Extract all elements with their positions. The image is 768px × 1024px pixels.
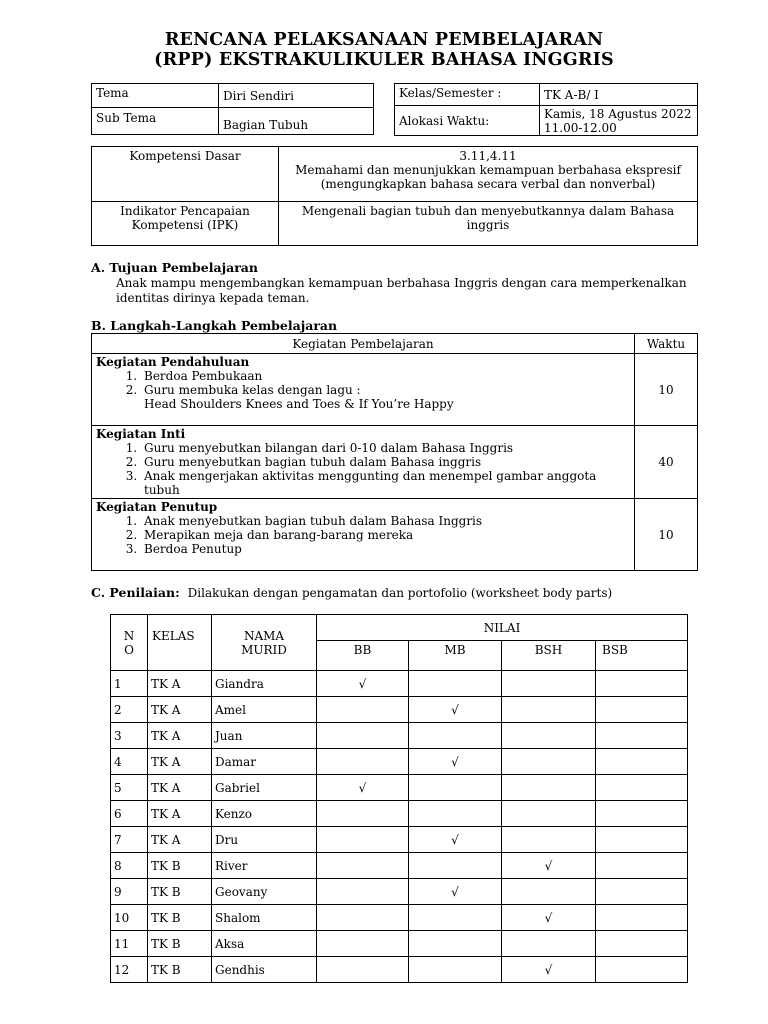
section-a-line2: identitas dirinya kepada teman. (116, 291, 310, 305)
row-kelas: TK A (148, 723, 212, 749)
penutup-time: 10 (635, 499, 698, 571)
row-bb-cell (317, 671, 409, 697)
row-bsb-cell (596, 775, 688, 801)
table-row (111, 853, 688, 879)
table-row (111, 905, 688, 931)
activities-table (91, 333, 698, 571)
tema-label: Tema (92, 84, 219, 108)
kd-code: 3.11,4.11 (459, 149, 517, 163)
table-row (111, 801, 688, 827)
pendahuluan-title: Kegiatan Pendahuluan (96, 355, 250, 369)
row-mb-cell (409, 853, 502, 879)
row-mb-cell (409, 931, 502, 957)
info-table-left (91, 83, 374, 135)
check-mark-icon: √ (451, 754, 459, 769)
pendahuluan-item-2: 2. Guru membuka kelas dengan lagu : (141, 383, 630, 397)
check-mark-icon: √ (544, 858, 553, 873)
table-row (111, 697, 688, 723)
kd-label: Kompetensi Dasar (92, 147, 279, 202)
inti-item-3: 3. Anak mengerjakan aktivitas menggunting dan menempel gambar anggota tubuh (141, 469, 630, 497)
tema-value: Diri Sendiri (219, 84, 374, 108)
row-bsh-cell (502, 879, 596, 905)
pendahuluan-item-2-songs: Head Shoulders Knees and Toes & If You’re Happy (144, 397, 454, 411)
row-no: 6 (111, 801, 148, 827)
row-nama: Dru (212, 827, 317, 853)
ipk-label-line2: Kompetensi (IPK) (131, 218, 239, 232)
row-kelas: TK A (148, 827, 212, 853)
col-nama-line2: MURID (241, 643, 287, 657)
row-bsb-cell (596, 801, 688, 827)
activities-header: Kegiatan Pembelajaran (92, 334, 635, 354)
row-bsb-cell (596, 853, 688, 879)
table-row (111, 957, 688, 983)
activity-row-pendahuluan (92, 354, 698, 426)
row-bb-cell (317, 879, 409, 905)
row-kelas: TK A (148, 749, 212, 775)
row-no: 7 (111, 827, 148, 853)
row-mb-cell (409, 697, 502, 723)
row-no: 10 (111, 905, 148, 931)
row-bsh-cell (502, 853, 596, 879)
row-bb-cell (317, 697, 409, 723)
row-kelas: TK A (148, 697, 212, 723)
kelas-value: TK A-B/ I (540, 84, 698, 106)
row-nama: River (212, 853, 317, 879)
document-title-line2: (RPP) EKSTRAKULIKULER BAHASA INGGRIS (154, 50, 614, 70)
table-row (111, 931, 688, 957)
ipk-description-line2: inggris (466, 218, 510, 232)
row-kelas: TK A (148, 671, 212, 697)
row-no: 9 (111, 879, 148, 905)
pendahuluan-time: 10 (635, 354, 698, 426)
row-bsb-cell (596, 749, 688, 775)
row-bsb-cell (596, 879, 688, 905)
activity-row-penutup (92, 499, 698, 571)
penutup-item-3: 3. Berdoa Penutup (141, 542, 630, 556)
row-nama: Kenzo (212, 801, 317, 827)
row-bsh-cell (502, 749, 596, 775)
check-mark-icon: √ (451, 884, 459, 899)
row-bsh-cell (502, 957, 596, 983)
section-a-paragraph (116, 276, 716, 306)
penutup-title: Kegiatan Penutup (96, 500, 218, 514)
row-no: 1 (111, 671, 148, 697)
row-mb-cell (409, 671, 502, 697)
row-bb-cell (317, 723, 409, 749)
row-bsh-cell (502, 931, 596, 957)
activity-row-inti (92, 426, 698, 499)
section-b-heading: B. Langkah-Langkah Pembelajaran (91, 318, 338, 333)
row-nama: Gabriel (212, 775, 317, 801)
kd-description-line1: Memahami dan menunjukkan kemampuan berbahasa ekspresif (295, 163, 681, 177)
section-c (91, 585, 612, 600)
row-bsh-cell (502, 697, 596, 723)
row-nama: Damar (212, 749, 317, 775)
subtema-label: Sub Tema (92, 108, 219, 135)
row-bb-cell (317, 749, 409, 775)
row-bsh-cell (502, 827, 596, 853)
row-bsb-cell (596, 827, 688, 853)
document-title-line1: RENCANA PELAKSANAAN PEMBELAJARAN (164, 30, 604, 50)
row-no: 2 (111, 697, 148, 723)
row-bsb-cell (596, 905, 688, 931)
grade-table (110, 614, 688, 983)
row-bb-cell (317, 931, 409, 957)
row-kelas: TK B (148, 853, 212, 879)
row-mb-cell (409, 723, 502, 749)
penutup-item-1: 1. Anak menyebutkan bagian tubuh dalam Bahasa Inggris (141, 514, 630, 528)
row-bb-cell (317, 853, 409, 879)
check-mark-icon: √ (451, 832, 459, 847)
row-no: 11 (111, 931, 148, 957)
table-row (111, 775, 688, 801)
row-no: 12 (111, 957, 148, 983)
table-row (111, 879, 688, 905)
check-mark-icon: √ (358, 676, 367, 691)
penutup-item-2: 2. Merapikan meja dan barang-barang mereka (141, 528, 630, 542)
row-mb-cell (409, 775, 502, 801)
col-nama-line1: NAMA (243, 629, 285, 643)
kd-description-line2: (mengungkapkan bahasa secara verbal dan nonverbal) (320, 177, 656, 191)
table-row (111, 671, 688, 697)
row-bsh-cell (502, 905, 596, 931)
pendahuluan-item-1: 1. Berdoa Pembukaan (141, 369, 630, 383)
section-a-line1: Anak mampu mengembangkan kemampuan berbahasa Inggris dengan cara memperkenalkan (116, 276, 687, 290)
row-nama: Giandra (212, 671, 317, 697)
table-row (111, 723, 688, 749)
col-bsh: BSH (502, 641, 596, 671)
row-mb-cell (409, 879, 502, 905)
section-a-heading: A. Tujuan Pembelajaran (91, 260, 258, 275)
row-no: 4 (111, 749, 148, 775)
kompetensi-table (91, 146, 698, 246)
row-bsb-cell (596, 723, 688, 749)
inti-item-1: 1. Guru menyebutkan bilangan dari 0-10 dalam Bahasa Inggris (141, 441, 630, 455)
check-mark-icon: √ (544, 910, 553, 925)
row-mb-cell (409, 957, 502, 983)
row-nama: Geovany (212, 879, 317, 905)
row-no: 3 (111, 723, 148, 749)
table-row (111, 749, 688, 775)
row-nama: Gendhis (212, 957, 317, 983)
row-bsh-cell (502, 775, 596, 801)
row-nama: Juan (212, 723, 317, 749)
row-bsh-cell (502, 671, 596, 697)
inti-time: 40 (635, 426, 698, 499)
row-bsb-cell (596, 671, 688, 697)
row-mb-cell (409, 905, 502, 931)
row-kelas: TK A (148, 775, 212, 801)
row-no: 8 (111, 853, 148, 879)
row-bb-cell (317, 905, 409, 931)
row-bb-cell (317, 957, 409, 983)
row-nama: Aksa (212, 931, 317, 957)
row-bsb-cell (596, 931, 688, 957)
col-kelas: KELAS (148, 615, 212, 671)
kelas-label: Kelas/Semester : (395, 84, 540, 106)
ipk-description-line1: Mengenali bagian tubuh dan menyebutkannya dalam Bahasa (301, 204, 675, 218)
check-mark-icon: √ (358, 780, 367, 795)
alokasi-date: Kamis, 18 Agustus 2022 (544, 107, 692, 121)
info-table-right (394, 83, 698, 136)
col-no-line1: N (123, 628, 135, 643)
row-bsh-cell (502, 801, 596, 827)
table-row (111, 827, 688, 853)
subtema-value: Bagian Tubuh (219, 108, 374, 135)
section-c-heading: C. Penilaian: (91, 585, 180, 600)
inti-item-2: 2. Guru menyebutkan bagian tubuh dalam Bahasa inggris (141, 455, 630, 469)
row-mb-cell (409, 801, 502, 827)
ipk-label-line1: Indikator Pencapaian (120, 204, 250, 218)
row-bb-cell (317, 827, 409, 853)
alokasi-time: 11.00-12.00 (544, 121, 617, 135)
row-bsb-cell (596, 957, 688, 983)
row-bb-cell (317, 801, 409, 827)
alokasi-label: Alokasi Waktu: (395, 106, 540, 136)
col-no-line2: O (124, 642, 134, 657)
row-nama: Amel (212, 697, 317, 723)
col-bsb: BSB (596, 641, 688, 671)
row-nama: Shalom (212, 905, 317, 931)
col-mb: MB (409, 641, 502, 671)
time-header: Waktu (635, 334, 698, 354)
row-kelas: TK B (148, 957, 212, 983)
col-nilai: NILAI (317, 615, 688, 641)
check-mark-icon: √ (544, 962, 553, 977)
row-bb-cell (317, 775, 409, 801)
row-kelas: TK B (148, 905, 212, 931)
inti-title: Kegiatan Inti (96, 427, 186, 441)
col-bb: BB (317, 641, 409, 671)
row-no: 5 (111, 775, 148, 801)
row-mb-cell (409, 749, 502, 775)
section-c-text: Dilakukan dengan pengamatan dan portofolio (worksheet body parts) (187, 586, 613, 600)
row-mb-cell (409, 827, 502, 853)
row-kelas: TK A (148, 801, 212, 827)
row-kelas: TK B (148, 931, 212, 957)
check-mark-icon: √ (451, 702, 459, 717)
row-kelas: TK B (148, 879, 212, 905)
row-bsh-cell (502, 723, 596, 749)
row-bsb-cell (596, 697, 688, 723)
